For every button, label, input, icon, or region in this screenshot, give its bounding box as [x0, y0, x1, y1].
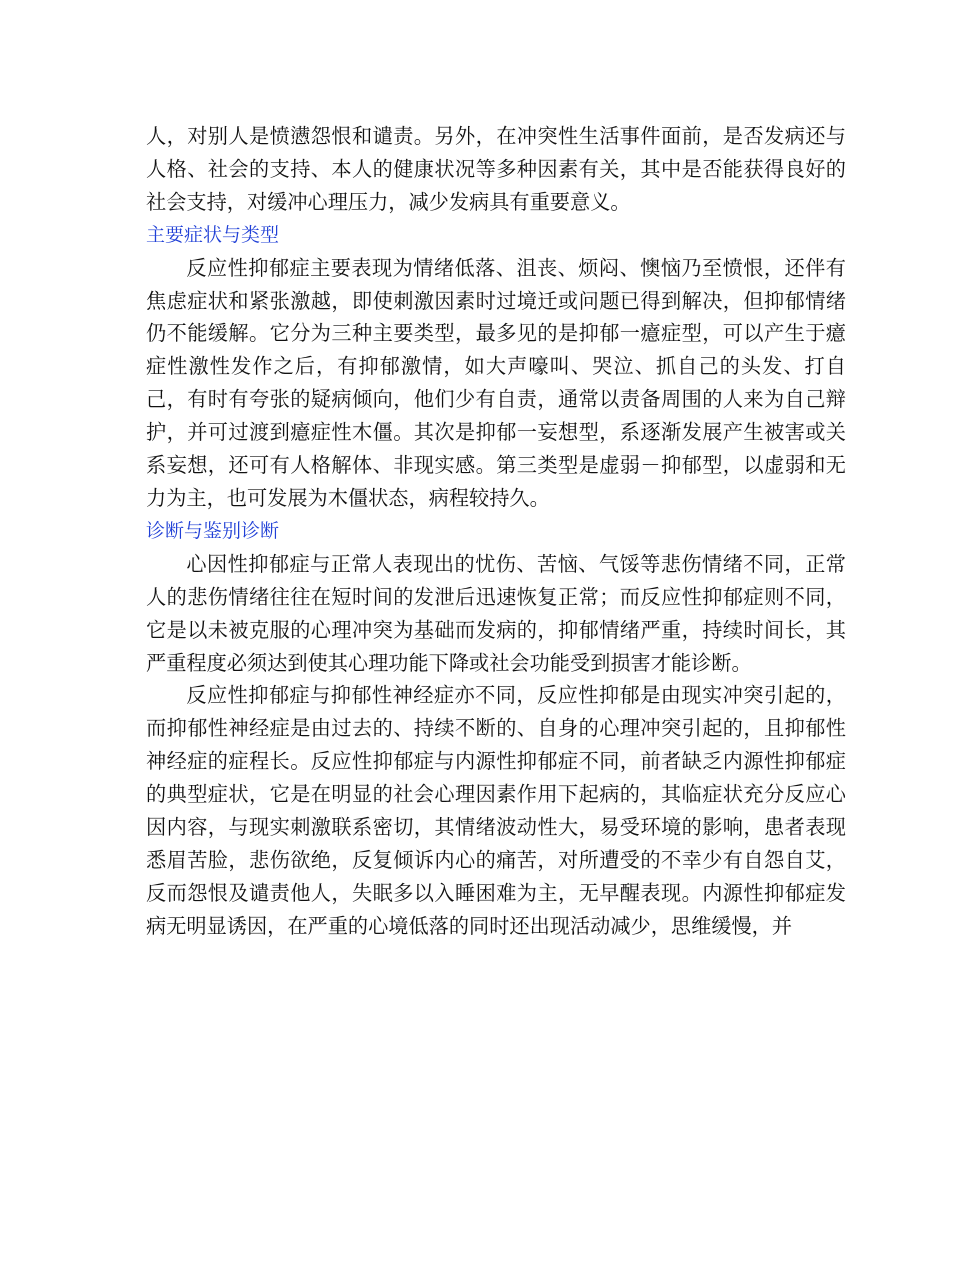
section-heading-symptoms: 主要症状与类型	[146, 223, 280, 246]
document-page	[146, 120, 846, 943]
paragraph-symptoms: 反应性抑郁症主要表现为情绪低落、沮丧、烦闷、懊恼乃至愤恨，还伴有焦虑症状和紧张激越，即使刺激因素时过境迁或问题已得到解决，但抑郁情绪仍不能缓解。它分为三种主要类型，最多见的是抑郁一癔症型，可以产生于癔症性激性发作之后，有抑郁激情，如大声嚎叫、哭泣、抓自己的头发、打自己，有时有夸张的疑病倾向，他们少有自责，通常以责备周围的人来为自己辩护，并可过渡到癔症性木僵。其次是抑郁一妄想型，系逐渐发展产生被害或关系妄想，还可有人格解体、非现实感。第三类型是虚弱－抑郁型，以虚弱和无力为主，也可发展为木僵状态，病程较持久。	[146, 255, 846, 510]
paragraph-continuation: 人，对别人是愤懑怨恨和谴责。另外，在冲突性生活事件面前，是否发病还与人格、社会的支持、本人的健康状况等多种因素有关，其中是否能获得良好的社会支持，对缓冲心理压力，减少发病具有重要意义。	[146, 124, 846, 214]
paragraph-diagnosis-2: 反应性抑郁症与抑郁性神经症亦不同，反应性抑郁是由现实冲突引起的，而抑郁性神经症是由过去的、持续不断的、自身的心理冲突引起的，且抑郁性神经症的症程长。反应性抑郁症与内源性抑郁症不同，前者缺乏内源性抑郁症的典型症状，它是在明显的社会心理因素作用下起病的，其临症状充分反应心因内容，与现实刺激联系密切，其情绪波动性大，易受环境的影响，患者表现悉眉苦脸，悲伤欲绝，反复倾诉内心的痛苦，对所遭受的不幸少有自怨自艾，反而怨恨及谴责他人，失眠多以入睡困难为主，无早醒表现。内源性抑郁症发病无明显诱因，在严重的心境低落的同时还出现活动减少，思维缓慢，并	[146, 683, 846, 938]
section-heading-diagnosis: 诊断与鉴别诊断	[146, 519, 280, 542]
paragraph-diagnosis-1: 心因性抑郁症与正常人表现出的忧伤、苦恼、气馁等悲伤情绪不同，正常人的悲伤情绪往往在短时间的发泄后迅速恢复正常；而反应性抑郁症则不同，它是以未被克服的心理冲突为基础而发病的，抑郁情绪严重，持续时间长，其严重程度必须达到使其心理功能下降或社会功能受到损害才能诊断。	[146, 551, 846, 675]
